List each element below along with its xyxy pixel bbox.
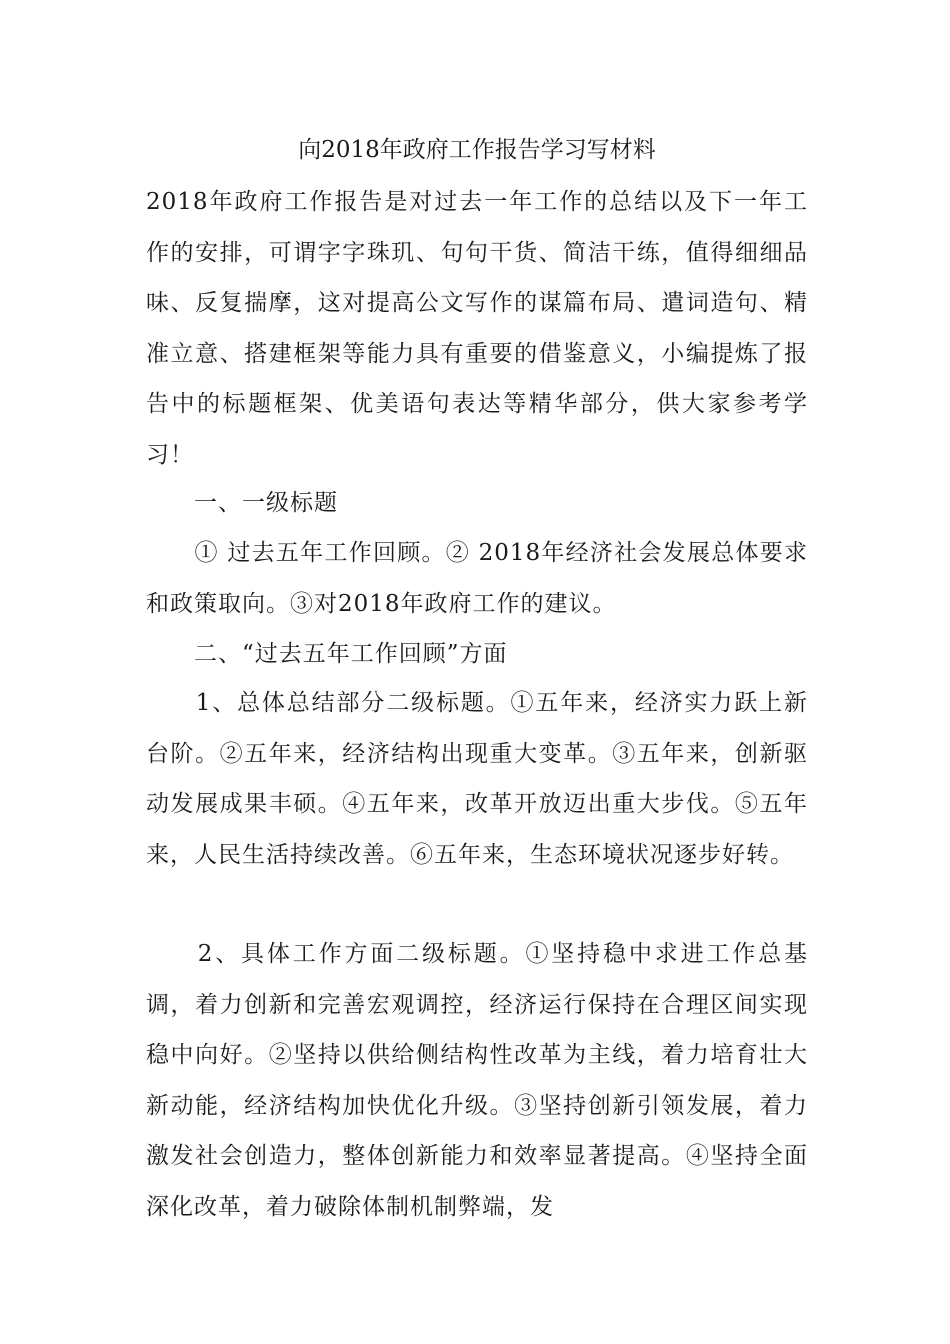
subsection-2-paragraph: 2、具体工作方面二级标题。①坚持稳中求进工作总基调，着力创新和完善宏观调控，经济运行保持在合理区间实现稳中向好。②坚持以供给侧结构性改革为主线，着力培育壮大新动能，经济结构加快优化升级。③坚持创新引领发展，着力激发社会创造力，整体创新能力和效率显著提高。④坚持全面深化改革，着力破除体制机制弊端，发 [146, 941, 808, 1220]
document-page [146, 0, 808, 1344]
section-heading-2: 二、“过去五年工作回顾”方面 [146, 641, 508, 667]
section-heading-1: 一、一级标题 [146, 490, 338, 516]
section-1-content: ① 过去五年工作回顾。② 2018年经济社会发展总体要求和政策取向。③对2018年政府工作的建议。 [146, 540, 808, 617]
intro-paragraph: 2018年政府工作报告是对过去一年工作的总结以及下一年工作的安排，可谓字字珠玑、句句干货、简洁干练，值得细细品味、反复揣摩，这对提高公文写作的谋篇布局、遣词造句、精准立意、搭建框架等能力具有重要的借鉴意义，小编提炼了报告中的标题框架、优美语句表达等精华部分，供大家参考学习！ [146, 189, 808, 468]
document-title: 向2018年政府工作报告学习写材料 [298, 137, 656, 163]
subsection-1-paragraph: 1、总体总结部分二级标题。①五年来，经济实力跃上新台阶。②五年来，经济结构出现重大变革。③五年来，创新驱动发展成果丰硕。④五年来，改革开放迈出重大步伐。⑤五年来，人民生活持续改善。⑥五年来，生态环境状况逐步好转。 [146, 690, 808, 868]
